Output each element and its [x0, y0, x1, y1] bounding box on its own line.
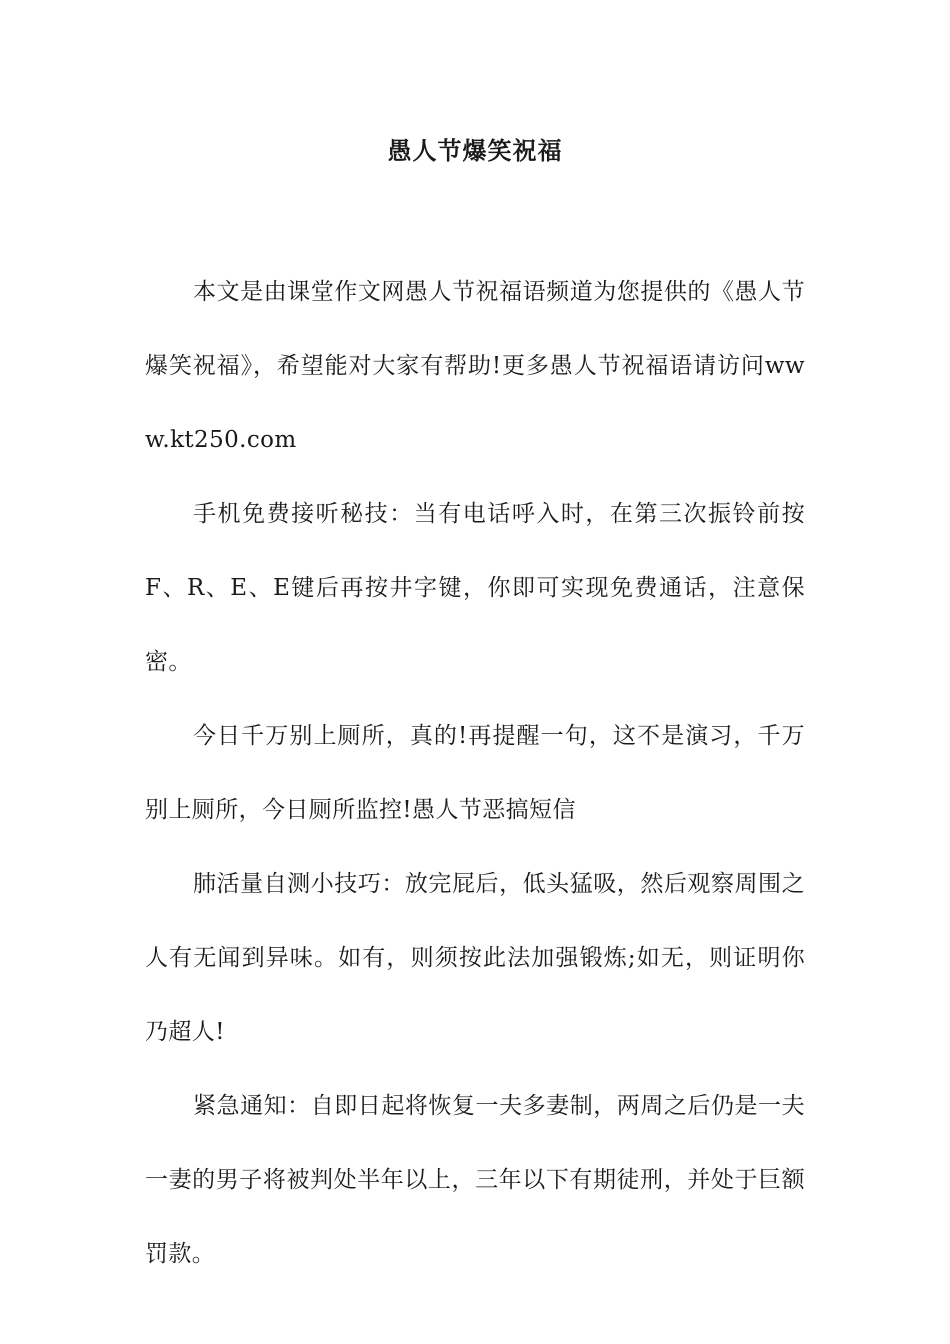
paragraph-emergency-notice: 紧急通知：自即日起将恢复一夫多妻制，两周之后仍是一夫一妻的男子将被判处半年以上，三年以下有期徒刑，并处于巨额罚款。: [145, 1093, 805, 1267]
paragraph-intro: 本文是由课堂作文网愚人节祝福语频道为您提供的《愚人节爆笑祝福》，希望能对大家有帮助!更多愚人节祝福语请访问www.kt250.com: [145, 279, 805, 453]
document-title: 愚人节爆笑祝福: [387, 136, 563, 165]
paragraph-phone-trick: 手机免费接听秘技：当有电话呼入时，在第三次振铃前按F、R、E、E键后再按井字键，你即可实现免费通话，注意保密。: [145, 501, 805, 675]
document-body: [145, 255, 805, 1291]
paragraph-lung-test: 肺活量自测小技巧：放完屁后，低头猛吸，然后观察周围之人有无闻到异味。如有，则须按此法加强锻炼;如无，则证明你乃超人!: [145, 871, 805, 1045]
paragraph-toilet-warning: 今日千万别上厕所，真的!再提醒一句，这不是演习，千万别上厕所，今日厕所监控!愚人节恶搞短信: [145, 723, 805, 823]
